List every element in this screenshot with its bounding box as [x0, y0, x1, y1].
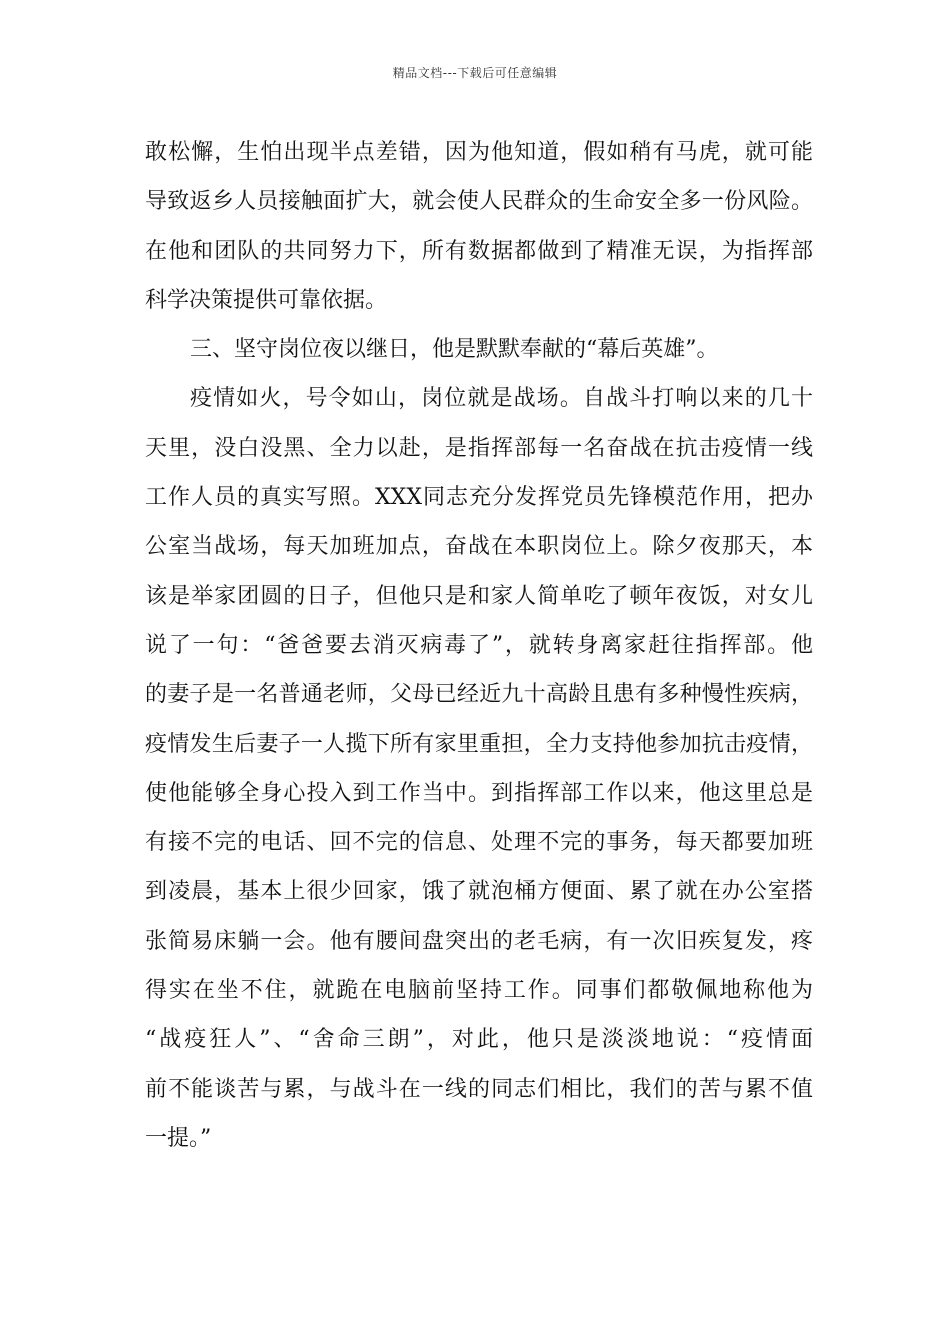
- text-line: 得实在坐不住，就跪在电脑前坚持工作。同事们都敬佩地称他为: [145, 978, 813, 1004]
- text-line: 一提。”: [145, 1125, 212, 1151]
- page-header: 精品文档---下载后可任意编辑: [392, 66, 558, 80]
- text-line: 说了一句：“爸爸要去消灭病毒了”，就转身离家赶往指挥部。他: [145, 632, 813, 658]
- text-line: 天里，没白没黑、全力以赴，是指挥部每一名奋战在抗击疫情一线: [145, 435, 813, 461]
- text-line: 前不能谈苦与累，与战斗在一线的同志们相比，我们的苦与累不值: [145, 1076, 813, 1102]
- text-line: 敢松懈，生怕出现半点差错，因为他知道，假如稍有马虎，就可能: [145, 140, 813, 165]
- text-line: 导致返乡人员接触面扩大，就会使人民群众的生命安全多一份风险。: [145, 189, 813, 215]
- text-line: 的妻子是一名普通老师，父母已经近九十高龄且患有多种慢性疾病，: [145, 682, 813, 708]
- text-line: 在他和团队的共同努力下，所有数据都做到了精准无误，为指挥部: [145, 238, 813, 264]
- text-line: 张简易床躺一会。他有腰间盘突出的老毛病，有一次旧疾复发，疼: [145, 928, 813, 954]
- document-body: [145, 128, 813, 1163]
- text-line: “战疫狂人”、“舍命三朗”，对此，他只是淡淡地说：“疫情面: [145, 1027, 813, 1053]
- text-line: 到凌晨，基本上很少回家，饿了就泡桶方便面、累了就在办公室搭: [145, 879, 813, 905]
- text-line: 公室当战场，每天加班加点，奋战在本职岗位上。除夕夜那天，本: [145, 534, 813, 560]
- text-line: 使他能够全身心投入到工作当中。到指挥部工作以来，他这里总是: [145, 780, 813, 806]
- text-line: 有接不完的电话、回不完的信息、处理不完的事务，每天都要加班: [145, 830, 813, 856]
- text-line: 疫情发生后妻子一人揽下所有家里重担，全力支持他参加抗击疫情，: [145, 731, 813, 757]
- text-line: 该是举家团圆的日子，但他只是和家人简单吃了顿年夜饭，对女儿: [145, 583, 813, 609]
- text-line: 科学决策提供可靠依据。: [145, 287, 388, 313]
- text-line: 疫情如火，号令如山，岗位就是战场。自战斗打响以来的几十: [190, 386, 813, 412]
- text-line: 工作人员的真实写照。XXX同志充分发挥党员先锋模范作用，把办: [145, 485, 813, 511]
- section-heading: 三、坚守岗位夜以继日，他是默默奉献的“幕后英雄”。: [190, 337, 719, 363]
